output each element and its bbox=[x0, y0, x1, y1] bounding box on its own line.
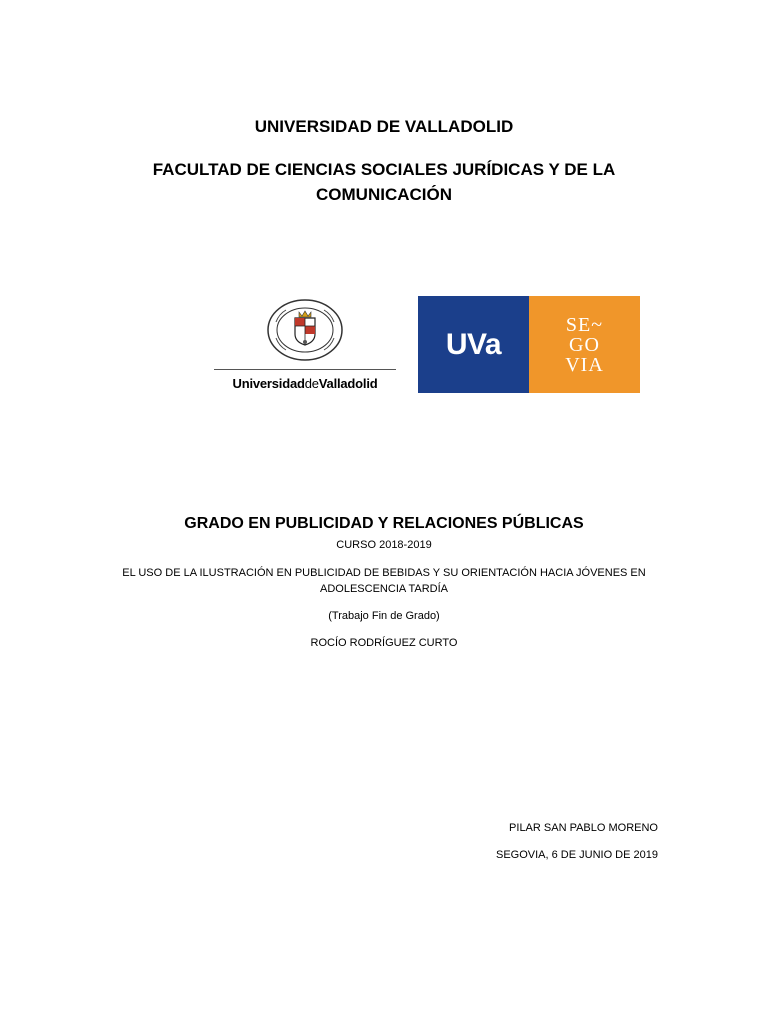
course-year: CURSO 2018-2019 bbox=[336, 539, 432, 551]
university-heading: UNIVERSIDAD DE VALLADOLID bbox=[254, 117, 514, 136]
degree-title: GRADO EN PUBLICIDAD Y RELACIONES PÚBLICAS bbox=[184, 515, 584, 532]
segovia-line-2: GO bbox=[569, 333, 600, 356]
author-name: ROCÍO RODRÍGUEZ CURTO bbox=[310, 637, 458, 649]
uva-segovia-logo bbox=[418, 296, 640, 393]
tutor-name: PILAR SAN PABLO MORENO bbox=[509, 822, 658, 834]
uva-wordmark bbox=[212, 376, 398, 391]
faculty-heading: FACULTAD DE CIENCIAS SOCIALES JURÍDICAS Y DE LA COMUNICACIÓN bbox=[152, 160, 616, 204]
logo-divider bbox=[214, 369, 396, 370]
uva-institutional-logo bbox=[212, 298, 398, 398]
wordmark-part-valladolid: Valladolid bbox=[318, 376, 378, 391]
wordmark-part-universidad: Universidad bbox=[232, 376, 305, 391]
university-seal-icon bbox=[264, 298, 346, 362]
thesis-title: EL USO DE LA ILUSTRACIÓN EN PUBLICIDAD DE BEBIDAS Y SU ORIENTACIÓN HACIA JÓVENES EN ADOLESCENCIA TARDÍA bbox=[122, 567, 646, 595]
segovia-line-1: SE~ bbox=[565, 313, 604, 336]
segovia-line-3: VIA bbox=[565, 353, 604, 376]
place-date: SEGOVIA, 6 DE JUNIO DE 2019 bbox=[495, 849, 658, 861]
uva-logo-block: UVa bbox=[418, 296, 529, 393]
work-type: (Trabajo Fin de Grado) bbox=[328, 610, 440, 622]
wordmark-part-de: de bbox=[304, 376, 319, 391]
segovia-logo-block bbox=[529, 296, 640, 393]
